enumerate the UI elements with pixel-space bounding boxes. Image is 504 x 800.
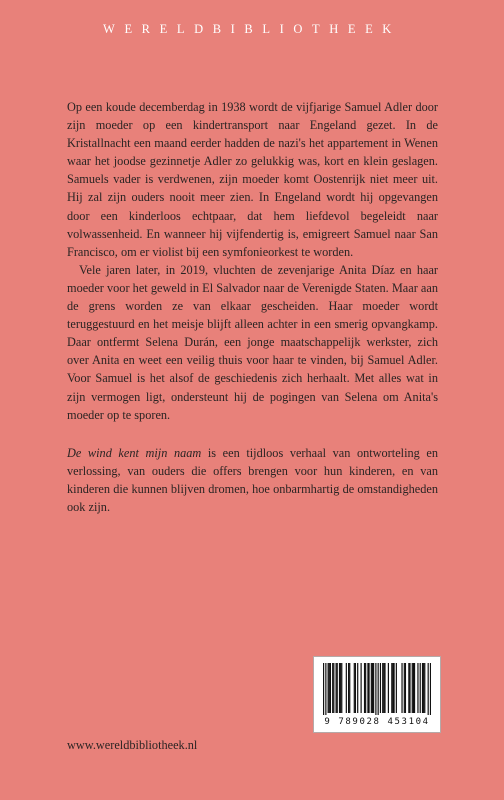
closing-text: is een tijdloos verhaal van ontworteling en verlossing, van ouders die offers brengen voor hun kinderen, en van kinderen die kunnen blijven dromen, hoe onbarmhartig de omstandigheden ook zijn. [67, 445, 438, 514]
barcode-bar [391, 663, 392, 713]
barcode-bar [348, 663, 349, 713]
barcode-bar [368, 663, 369, 713]
blurb-paragraph-2: Vele jaren later, in 2019, vluchten de zevenjarige Anita Díaz en haar moeder voor het geweld in El Salvador naar de Verenigde Staten. Maar aan de grens worden ze van elkaar gescheiden. Haar moeder wordt teruggestuurd en het meisje blijft alleen achter in een smerig opvangkamp. Daar ontfermt Selena Durán, een jonge maatschappelijk werkster, zich over Anita en weet een veilig thuis voor haar te vinden, bij Samuel Adler. Voor Samuel is het alsof de geschiedenis zich herhaalt. Met alles wat in zijn vermogen ligt, ondersteunt hij de pogingen van Selena om Anita's moeder op te sporen. [67, 262, 438, 422]
barcode-bar [341, 663, 342, 713]
barcode-bar [423, 663, 424, 713]
publisher-website[interactable]: www.wereldbibliotheek.nl [67, 738, 198, 752]
barcode-bar [424, 663, 425, 713]
barcode-bar [422, 663, 423, 713]
barcode-bar [417, 663, 418, 713]
barcode-bar [332, 663, 333, 713]
blurb-closing-paragraph [67, 444, 438, 516]
barcode-bar [382, 663, 383, 713]
barcode-bar [375, 663, 376, 715]
barcode-bar [346, 663, 347, 713]
barcode-bar [405, 663, 406, 713]
barcode-bar [361, 663, 362, 713]
barcode-bar [428, 663, 429, 715]
barcode-bar [409, 663, 410, 713]
barcode-bar [336, 663, 337, 713]
isbn-number: 9 789028 453104 [324, 717, 430, 727]
barcode-bar [333, 663, 334, 713]
book-title-italic: De wind kent mijn naam [67, 445, 202, 460]
barcode-bar [413, 663, 414, 713]
barcode-bar [354, 663, 355, 713]
barcode-bar [430, 663, 431, 715]
barcode-bar [383, 663, 384, 713]
barcode-bar [323, 663, 324, 715]
barcode-bars [323, 663, 431, 715]
barcode-bar [357, 663, 358, 713]
barcode-bar [420, 663, 421, 713]
barcode-bar [388, 663, 389, 713]
barcode-bar [396, 663, 397, 713]
barcode-bar [328, 663, 329, 713]
barcode-bar [408, 663, 409, 713]
barcode-bar [349, 663, 350, 713]
barcode-bar [339, 663, 340, 713]
series-title: WERELDBIBLIOTHEEK [103, 22, 401, 36]
barcode-bar [412, 663, 413, 713]
barcode-bar [365, 663, 366, 713]
barcode-bar [404, 663, 405, 713]
barcode-bar [367, 663, 368, 713]
barcode-bar [414, 663, 415, 713]
barcode-bar [373, 663, 374, 713]
barcode-bar [330, 663, 331, 713]
barcode-bar [325, 663, 326, 715]
barcode-bar [372, 663, 373, 713]
barcode-bar [364, 663, 365, 713]
blurb-paragraph-1: Op een koude decemberdag in 1938 wordt de vijfjarige Samuel Adler door zijn moeder op een kindertransport naar Engeland gezet. In de Kristallnacht een maand eerder hadden de nazi's het appartement in Wenen waar het joodse gezinnetje Adler zo gelukkig was, kort en klein geslagen. Samuels vader is verdwenen, zijn moeder komt Oostenrijk niet meer uit. Hij zal zijn ouders nooit meer zien. In Engeland wordt hij opgevangen door een kinderloos echtpaar, dat hem liefdevol begeleidt naar volwassenheid. En wanneer hij vijfendertig is, emigreert Samuel naar San Francisco, om er violist bij een symfonieorkest te worden. [67, 100, 438, 259]
back-cover-blurb [67, 98, 438, 516]
barcode-bar [392, 663, 393, 713]
barcode-bar [384, 663, 385, 713]
isbn-barcode [313, 656, 441, 733]
barcode-bar [378, 663, 379, 715]
barcode-bar [329, 663, 330, 713]
barcode-bar [340, 663, 341, 713]
barcode-bar [401, 663, 402, 713]
barcode-bar [337, 663, 338, 713]
barcode-bar [371, 663, 372, 713]
barcode-bar [380, 663, 381, 713]
barcode-bar [393, 663, 394, 713]
barcode-bar [355, 663, 356, 713]
